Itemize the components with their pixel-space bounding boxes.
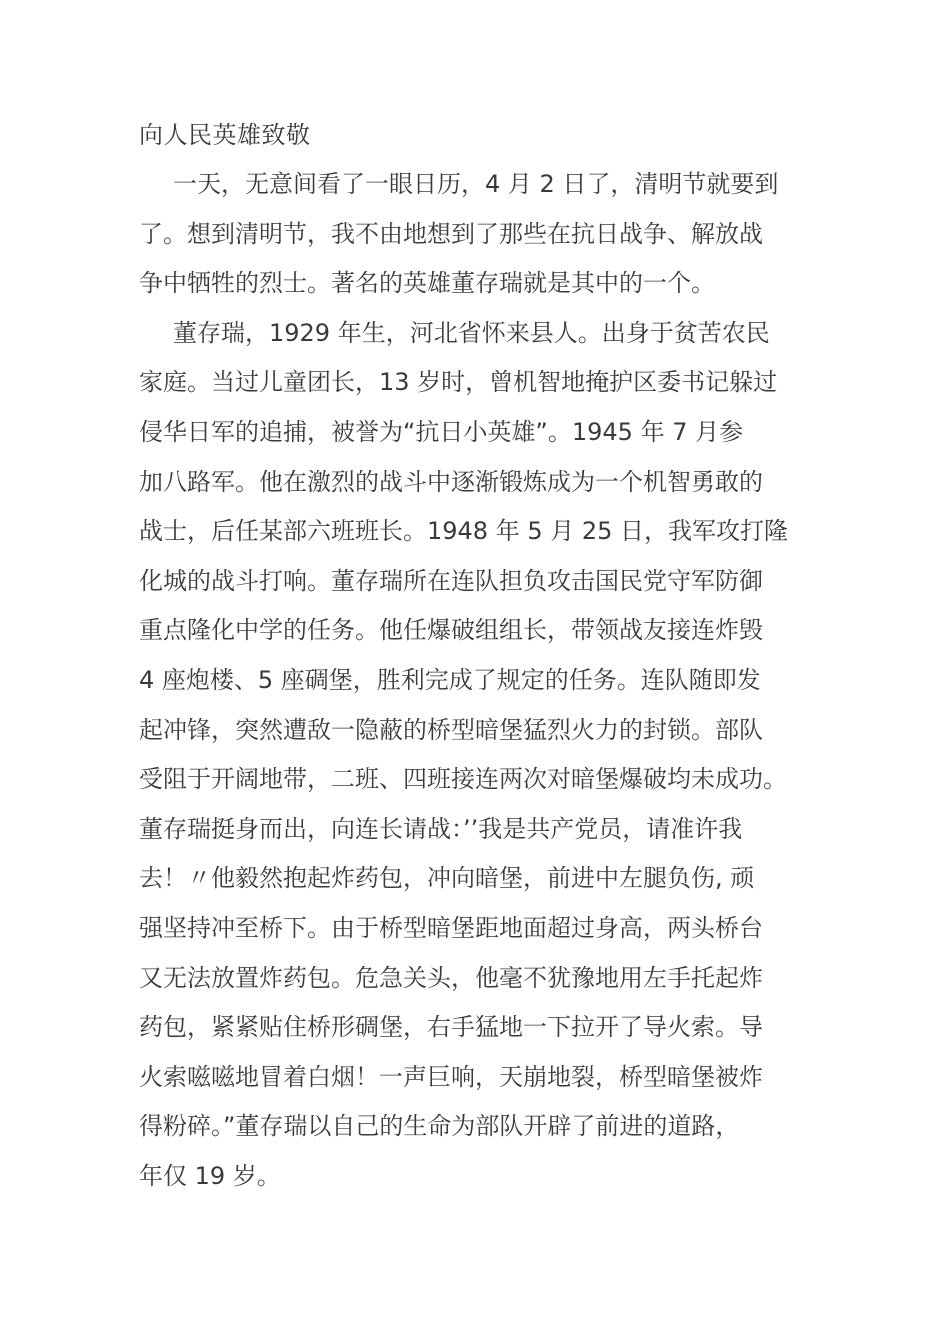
paragraph-line: 董存瑞，1929 年生，河北省怀来县人。出身于贫苦农民 <box>173 318 770 347</box>
paragraph-line: 侵华日军的追捕，被誉为“抗日小英雄”。1945 年 7 月参 <box>139 417 744 446</box>
paragraph-line: 得粉碎。”董存瑞以自己的生命为部队开辟了前进的道路， <box>139 1112 740 1141</box>
paragraph-line: 化城的战斗打响。董存瑞所在连队担负攻击国民党守军防御 <box>139 566 763 595</box>
document-title: 向人民英雄致敬 <box>139 121 311 149</box>
paragraph-2 <box>139 309 819 1202</box>
paragraph-line: 董存瑞挺身而出，向连长请战：’’我是共产党员，请准许我 <box>139 814 743 843</box>
paragraph-line: 起冲锋，突然遭敌一隐蔽的桥型暗堡猛烈火力的封锁。部队 <box>139 715 763 744</box>
paragraph-line: 一天，无意间看了一眼日历，4 月 2 日了，清明节就要到 <box>173 170 779 198</box>
paragraph-line: 重点隆化中学的任务。他任爆破组组长，带领战友接连炸毁 <box>139 616 763 645</box>
paragraph-line: 家庭。当过儿童团长，13 岁时，曾机智地掩护区委书记躲过 <box>139 368 778 397</box>
paragraph-line: 加八路军。他在激烈的战斗中逐渐锻炼成为一个机智勇敢的 <box>139 467 763 496</box>
paragraph-line: 年仅 19 岁。 <box>139 1161 281 1190</box>
paragraph-line: 火索嗞嗞地冒着白烟！一声巨响，天崩地裂，桥型暗堡被炸 <box>139 1062 763 1091</box>
paragraph-line: 去！〃他毅然抱起炸药包，冲向暗堡，前进中左腿负伤, 顽 <box>139 864 755 893</box>
paragraph-line: 争中牺牲的烈士。著名的英雄董存瑞就是其中的一个。 <box>139 269 715 298</box>
paragraph-line: 又无法放置炸药包。危急关头，他毫不犹豫地用左手托起炸 <box>139 963 763 992</box>
paragraph-line: 受阻于开阔地带，二班、四班接连两次对暗堡爆破均未成功。 <box>139 765 787 794</box>
paragraph-line: 药包，紧紧贴住桥形碉堡，右手猛地一下拉开了导火索。导 <box>139 1013 763 1042</box>
paragraph-line: 4 座炮楼、5 座碉堡，胜利完成了规定的任务。连队随即发 <box>139 665 761 694</box>
paragraph-1 <box>139 160 819 309</box>
paragraph-line: 强坚持冲至桥下。由于桥型暗堡距地面超过身高，两头桥台 <box>139 913 763 942</box>
paragraph-line: 了。想到清明节，我不由地想到了那些在抗日战争、解放战 <box>139 219 763 248</box>
document-body <box>139 110 819 1201</box>
paragraph-line: 战士，后任某部六班班长。1948 年 5 月 25 日，我军攻打隆 <box>139 517 789 546</box>
